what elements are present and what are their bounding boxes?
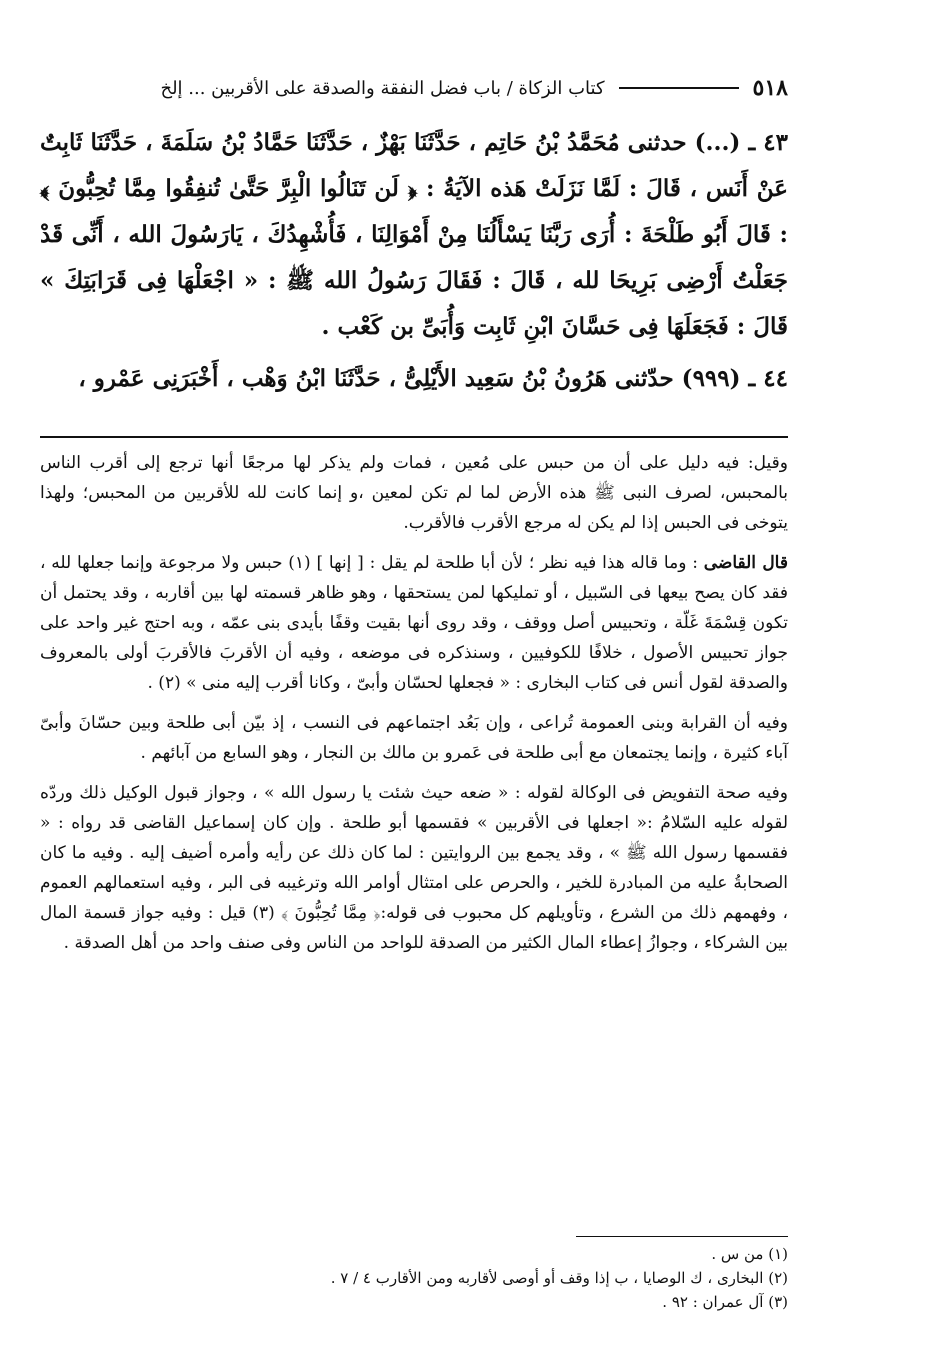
running-title: كتاب الزكاة / باب فضل النفقة والصدقة على الأقربين ... إلخ: [160, 77, 605, 99]
section-divider: [40, 436, 788, 438]
qadi-heading: قال القاضى: [703, 553, 788, 573]
footnote-1: (١) من س .: [711, 1245, 788, 1263]
footnote-3: (٣) آل عمران : ٩٢ .: [662, 1293, 788, 1311]
footnotes: [40, 1242, 788, 1314]
commentary: [40, 448, 788, 968]
hadith-43: ٤٣ ـ (...) حدثنى مُحَمَّدُ بْنُ حَاتِم ، حَدَّثَنَا بَهْزٌ ، حَدَّثَنَا حَمَّادُ بْنُ سَلَمَةَ ، حَدَّثَنَا ثَابِتٌ عَنْ أَنَس ، قَالَ : لَمَّا نَزَلَتْ هَذه الآيَةُ : ﴿ لَن تَنَالُوا الْبِرَّ حَتَّىٰ تُنفِقُوا مِمَّا تُحِبُّونَ ﴾ : قَالَ أَبُو طَلْحَةَ : أُرَى رَبَّنَا يَسْأَلُنَا مِنْ أَمْوَالِنَا ، فَأُشْهِدُكَ ، يَارَسُولَ الله ، أَنِّى قَدْ جَعَلْتُ أَرْضِى بَرِيحَا لله ، قَالَ : فَقَالَ رَسُولُ الله ﷺ : « اجْعَلْهَا فِى قَرَابَتِكَ » قَالَ : فَجَعَلَهَا فِى حَسَّانَ ابْنِ ثَابِت وَأُبَىِّ بن كَعْب .: [40, 129, 788, 340]
commentary-paragraph-3: وفيه أن القرابة وبنى العمومة تُراعى ، وإن بَعُد اجتماعهم فى النسب ، إذ بيّن أبى طلحة وبين حسّانَ وأبىّ آباء كثيرة ، وإنما يجتمعان مع أبى طلحة فى عَمرو بن مالك بن النجار ، وهو السابع من آبائهم .: [40, 713, 788, 763]
hadith-44: ٤٤ ـ (٩٩٩) حدّثنى هَرُونُ بْنُ سَعِيد الأَيْلِىُّ ، حَدَّثَنَا ابْنُ وَهْب ، أَخْبَرَنِى عَمْرو ،: [78, 365, 788, 392]
footnote-rule: [576, 1236, 788, 1237]
page-header: [40, 70, 788, 106]
commentary-paragraph-1: وقيل: فيه دليل على أن من حبس على مُعين ، فمات ولم يذكر لها مرجعًا أنها ترجع إلى أقرب الناس بالمحبس، لصرف النبى ﷺ هذه الأرض لما لم تكن لمعين ،و إنما كانت لله للأقربين من المحبس؛ ولهذا يتوخى فى الحبس إذا لم يكن له مرجع الأقرب فالأقرب.: [40, 453, 788, 533]
commentary-paragraph-2-body: : وما قاله هذا فيه نظر ؛ لأن أبا طلحة لم يقل : [ إنها ] (١) حبس ولا مرجوعة وإنما جعلها لله ، فقد كان يصح بيعها فى السّبيل ، أو تمليكها لمن يستحقها ، وهو ظاهر قسمته لها بين أقاربه ، وقد يحتمل أن تكون قِسْمَةَ غَلّة ، وتحبيس أصل ووقف ، وقد روى أنها بقيت وقفًا بأيدى بنى عمّه ، وبه احتج غير واحد على جواز تحبيس الأصول ، خلافًا للكوفيين ، وسنذكره فى موضعه ، وفيه أن الأقربَ فالأقربَ أولى بالمعروف والصدقة لقول أنس فى كتاب البخارى : « فجعلها لحسّان وأبىّ ، وكانا أقرب إليه منى » (٢) .: [40, 553, 788, 693]
commentary-paragraph-2: [40, 548, 788, 698]
hadith-text: [40, 120, 788, 408]
header-rule: [619, 87, 739, 89]
footnote-2: (٢) البخارى ، ك الوصايا ، ب إذا وقف أو أوصى لأقاربه ومن الأقارب ٤ / ٧ .: [330, 1269, 788, 1287]
commentary-paragraph-4: وفيه صحة التفويض فى الوكالة لقوله : « ضعه حيث شئت يا رسول الله » ، وجواز قبول الوكيل ذلك وردّه لقوله عليه السّلامُ :« اجعلها فى الأقربين » فقسمها أبو طلحة . وإن كان إسماعيل القاضى قد رواه : « فقسمها رسول الله ﷺ » ، وقد يجمع بين الروايتين : لما كان ذلك عن رأيه وأمره أضيف إليه . وفيه ما كان الصحابةُ عليه من المبادرة للخير ، والحرص على امتثال أوامر الله وترغيبه فى البر ، وفيه استعمالهم العموم ، وفهمهم ذلك من الشرع ، وتأويلهم كل محبوب فى قوله:﴿ مِمَّا تُحِبُّونَ ﴾ (٣) قيل : وفيه جواز قسمة المال بين الشركاء ، وجوازُ إعطاء المال الكثير من الصدقة للواحد من الناس وفى صنف واحد من أهل الصدقة .: [40, 783, 788, 953]
page-number: ٥١٨: [752, 75, 788, 101]
